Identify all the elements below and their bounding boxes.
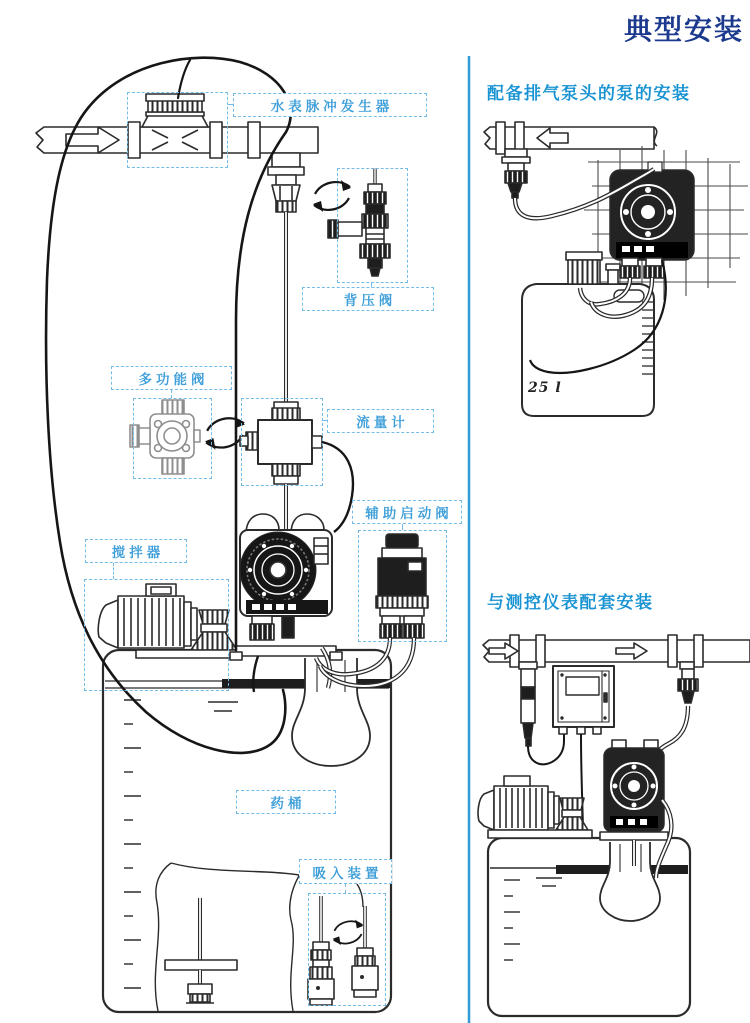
label-multifunction-valve: 多功能阀 (111, 366, 232, 390)
label-chemical-tank: 药桶 (236, 790, 336, 814)
degassing-injection-valve (502, 149, 530, 198)
section-heading-degassing: 配备排气泵头的泵的安装 (487, 84, 691, 104)
section-heading-instrument: 与测控仪表配套安装 (487, 593, 654, 613)
connector-agitator (113, 563, 114, 579)
label-back-pressure-valve: 背压阀 (302, 287, 434, 311)
multifunction-valve-box (133, 398, 212, 479)
water-meter-box (127, 92, 228, 168)
wall-mounted-pump (610, 162, 694, 278)
label-agitator: 搅拌器 (85, 539, 187, 563)
injection-point-valve (268, 153, 304, 402)
agitator-box (84, 579, 229, 691)
back-pressure-valve-box (337, 168, 408, 283)
label-suction-device: 吸入装置 (299, 859, 392, 884)
label-water-meter-pulse-generator: 水表脉冲发生器 (233, 93, 427, 117)
suction-device-box (308, 893, 386, 1006)
connector-aux-valve (402, 524, 403, 530)
instrument-agitator (478, 776, 592, 838)
connector-suction (345, 884, 346, 893)
auxiliary-start-valve-box (358, 530, 447, 642)
tank-capacity-label: 25 l (528, 380, 562, 396)
page-title: 典型安装 (623, 13, 744, 46)
connector-multifunction (171, 390, 172, 398)
label-auxiliary-start-valve: 辅助启动阀 (352, 500, 462, 524)
flow-meter-box (241, 398, 323, 486)
label-flow-meter: 流量计 (327, 409, 434, 433)
